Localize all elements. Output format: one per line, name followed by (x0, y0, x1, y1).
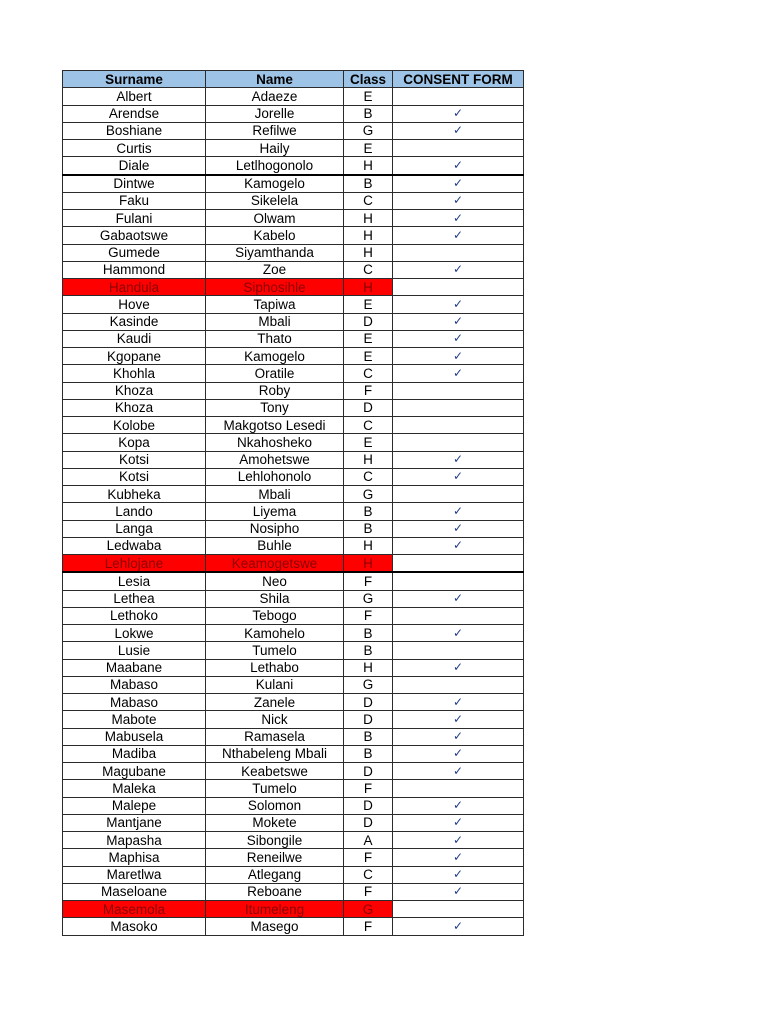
name-cell: Tumelo (206, 642, 344, 659)
class-cell: G (344, 122, 393, 139)
name-cell: Adaeze (206, 88, 344, 105)
class-cell: C (344, 192, 393, 209)
class-cell: C (344, 468, 393, 485)
table-row (63, 313, 524, 330)
table-row (63, 365, 524, 382)
table-row (63, 694, 524, 711)
class-cell: F (344, 849, 393, 866)
name-cell: Zanele (206, 694, 344, 711)
table-row (63, 122, 524, 139)
surname-cell: Maleka (63, 780, 206, 797)
class-cell: D (344, 313, 393, 330)
consent-check-icon: ✓ (393, 261, 524, 278)
name-cell: Zoe (206, 261, 344, 278)
surname-cell: Kotsi (63, 468, 206, 485)
table-row (63, 486, 524, 503)
class-cell: F (344, 780, 393, 797)
table-row (63, 296, 524, 313)
name-cell: Reneilwe (206, 849, 344, 866)
consent-check-icon: ✓ (393, 192, 524, 209)
name-cell: Reboane (206, 883, 344, 900)
class-cell: H (344, 210, 393, 227)
table-row (63, 451, 524, 468)
class-cell: H (344, 157, 393, 175)
class-cell: E (344, 140, 393, 157)
class-cell: B (344, 728, 393, 745)
name-cell: Lehlohonolo (206, 468, 344, 485)
surname-cell: Fulani (63, 210, 206, 227)
name-cell: Tebogo (206, 607, 344, 624)
surname-cell: Kolobe (63, 417, 206, 434)
table-row (63, 918, 524, 935)
class-cell: E (344, 348, 393, 365)
class-cell: H (344, 451, 393, 468)
name-cell: Kabelo (206, 227, 344, 244)
consent-empty-cell (393, 140, 524, 157)
table-row (63, 659, 524, 676)
consent-empty-cell (393, 244, 524, 261)
class-cell: E (344, 88, 393, 105)
consent-check-icon: ✓ (393, 468, 524, 485)
column-header-class: Class (344, 71, 393, 88)
class-cell: B (344, 175, 393, 193)
name-cell: Tony (206, 399, 344, 416)
column-header-name: Name (206, 71, 344, 88)
class-cell: B (344, 105, 393, 122)
name-cell: Thato (206, 330, 344, 347)
table-row-flagged (63, 279, 524, 296)
consent-check-icon: ✓ (393, 503, 524, 520)
table-row (63, 210, 524, 227)
table-row (63, 382, 524, 399)
consent-empty-cell (393, 642, 524, 659)
surname-cell: Kasinde (63, 313, 206, 330)
class-cell: G (344, 486, 393, 503)
surname-cell: Lethea (63, 590, 206, 607)
surname-cell: Maretlwa (63, 866, 206, 883)
name-cell: Makgotso Lesedi (206, 417, 344, 434)
surname-cell: Faku (63, 192, 206, 209)
table-row (63, 520, 524, 537)
consent-check-icon: ✓ (393, 694, 524, 711)
table-row (63, 261, 524, 278)
consent-form-table (62, 70, 524, 936)
consent-check-icon: ✓ (393, 296, 524, 313)
surname-cell: Lokwe (63, 625, 206, 642)
name-cell: Mbali (206, 313, 344, 330)
surname-cell: Lehlojane (63, 555, 206, 573)
consent-check-icon: ✓ (393, 590, 524, 607)
table-row (63, 676, 524, 693)
name-cell: Sikelela (206, 192, 344, 209)
consent-empty-cell (393, 901, 524, 918)
surname-cell: Ledwaba (63, 537, 206, 554)
class-cell: C (344, 365, 393, 382)
surname-cell: Mantjane (63, 814, 206, 831)
table-row (63, 590, 524, 607)
class-cell: G (344, 676, 393, 693)
name-cell: Letlhogonolo (206, 157, 344, 175)
surname-cell: Hove (63, 296, 206, 313)
table-row (63, 88, 524, 105)
surname-cell: Mapasha (63, 832, 206, 849)
surname-cell: Mabote (63, 711, 206, 728)
table-row (63, 244, 524, 261)
table-row (63, 330, 524, 347)
consent-check-icon: ✓ (393, 797, 524, 814)
table-row-flagged (63, 901, 524, 918)
name-cell: Roby (206, 382, 344, 399)
class-cell: G (344, 590, 393, 607)
consent-check-icon: ✓ (393, 745, 524, 762)
class-cell: D (344, 797, 393, 814)
consent-check-icon: ✓ (393, 520, 524, 537)
name-cell: Nthabeleng Mbali (206, 745, 344, 762)
class-cell: B (344, 642, 393, 659)
consent-check-icon: ✓ (393, 313, 524, 330)
class-cell: H (344, 279, 393, 296)
name-cell: Kulani (206, 676, 344, 693)
class-cell: B (344, 520, 393, 537)
name-cell: Shila (206, 590, 344, 607)
consent-empty-cell (393, 382, 524, 399)
class-cell: B (344, 745, 393, 762)
table-row (63, 763, 524, 780)
class-cell: D (344, 763, 393, 780)
consent-check-icon: ✓ (393, 883, 524, 900)
table-row-flagged (63, 555, 524, 573)
table-row (63, 399, 524, 416)
surname-cell: Malepe (63, 797, 206, 814)
surname-cell: Kotsi (63, 451, 206, 468)
name-cell: Kamogelo (206, 348, 344, 365)
surname-cell: Albert (63, 88, 206, 105)
class-cell: H (344, 555, 393, 573)
name-cell: Mokete (206, 814, 344, 831)
surname-cell: Hammond (63, 261, 206, 278)
consent-check-icon: ✓ (393, 625, 524, 642)
class-cell: C (344, 261, 393, 278)
table-row (63, 140, 524, 157)
surname-cell: Khohla (63, 365, 206, 382)
consent-check-icon: ✓ (393, 711, 524, 728)
surname-cell: Magubane (63, 763, 206, 780)
surname-cell: Kgopane (63, 348, 206, 365)
name-cell: Neo (206, 572, 344, 590)
class-cell: H (344, 244, 393, 261)
class-cell: D (344, 711, 393, 728)
table-row (63, 883, 524, 900)
consent-check-icon: ✓ (393, 814, 524, 831)
class-cell: D (344, 694, 393, 711)
surname-cell: Madiba (63, 745, 206, 762)
class-cell: H (344, 227, 393, 244)
surname-cell: Gumede (63, 244, 206, 261)
surname-cell: Maseloane (63, 883, 206, 900)
name-cell: Buhle (206, 537, 344, 554)
name-cell: Tapiwa (206, 296, 344, 313)
consent-empty-cell (393, 572, 524, 590)
consent-check-icon: ✓ (393, 330, 524, 347)
class-cell: D (344, 399, 393, 416)
name-cell: Kamogelo (206, 175, 344, 193)
surname-cell: Kubheka (63, 486, 206, 503)
consent-check-icon: ✓ (393, 210, 524, 227)
name-cell: Nkahosheko (206, 434, 344, 451)
surname-cell: Lethoko (63, 607, 206, 624)
class-cell: H (344, 537, 393, 554)
class-cell: E (344, 434, 393, 451)
surname-cell: Arendse (63, 105, 206, 122)
class-cell: C (344, 866, 393, 883)
surname-cell: Mabusela (63, 728, 206, 745)
consent-check-icon: ✓ (393, 832, 524, 849)
class-cell: F (344, 572, 393, 590)
consent-check-icon: ✓ (393, 659, 524, 676)
class-cell: F (344, 382, 393, 399)
consent-check-icon: ✓ (393, 451, 524, 468)
table-row (63, 503, 524, 520)
class-cell: E (344, 296, 393, 313)
table-row (63, 227, 524, 244)
name-cell: Haily (206, 140, 344, 157)
consent-empty-cell (393, 88, 524, 105)
table-row (63, 849, 524, 866)
name-cell: Masego (206, 918, 344, 935)
consent-empty-cell (393, 607, 524, 624)
column-header-consent-form: CONSENT FORM (393, 71, 524, 88)
table-row (63, 832, 524, 849)
consent-empty-cell (393, 279, 524, 296)
name-cell: Refilwe (206, 122, 344, 139)
surname-cell: Curtis (63, 140, 206, 157)
consent-check-icon: ✓ (393, 365, 524, 382)
consent-check-icon: ✓ (393, 157, 524, 175)
surname-cell: Masoko (63, 918, 206, 935)
surname-cell: Kopa (63, 434, 206, 451)
name-cell: Oratile (206, 365, 344, 382)
consent-check-icon: ✓ (393, 849, 524, 866)
surname-cell: Handula (63, 279, 206, 296)
name-cell: Lethabo (206, 659, 344, 676)
name-cell: Amohetswe (206, 451, 344, 468)
surname-cell: Gabaotswe (63, 227, 206, 244)
surname-cell: Khoza (63, 382, 206, 399)
table-row (63, 745, 524, 762)
class-cell: B (344, 503, 393, 520)
class-cell: C (344, 417, 393, 434)
name-cell: Nosipho (206, 520, 344, 537)
table-row (63, 572, 524, 590)
table-row (63, 625, 524, 642)
name-cell: Mbali (206, 486, 344, 503)
name-cell: Siphosihle (206, 279, 344, 296)
consent-check-icon: ✓ (393, 537, 524, 554)
table-row (63, 175, 524, 193)
consent-check-icon: ✓ (393, 728, 524, 745)
class-cell: E (344, 330, 393, 347)
consent-check-icon: ✓ (393, 105, 524, 122)
name-cell: Tumelo (206, 780, 344, 797)
name-cell: Keamogetswe (206, 555, 344, 573)
surname-cell: Dintwe (63, 175, 206, 193)
table-row (63, 607, 524, 624)
table-row (63, 157, 524, 175)
class-cell: H (344, 659, 393, 676)
consent-check-icon: ✓ (393, 227, 524, 244)
table-row (63, 105, 524, 122)
consent-empty-cell (393, 417, 524, 434)
surname-cell: Lusie (63, 642, 206, 659)
surname-cell: Khoza (63, 399, 206, 416)
table-row (63, 348, 524, 365)
surname-cell: Mabaso (63, 676, 206, 693)
class-cell: F (344, 883, 393, 900)
name-cell: Itumeleng (206, 901, 344, 918)
class-cell: D (344, 814, 393, 831)
name-cell: Keabetswe (206, 763, 344, 780)
consent-empty-cell (393, 555, 524, 573)
surname-cell: Langa (63, 520, 206, 537)
class-cell: F (344, 607, 393, 624)
table-row (63, 434, 524, 451)
name-cell: Ramasela (206, 728, 344, 745)
surname-cell: Mabaso (63, 694, 206, 711)
surname-cell: Maabane (63, 659, 206, 676)
name-cell: Kamohelo (206, 625, 344, 642)
class-cell: B (344, 625, 393, 642)
consent-empty-cell (393, 780, 524, 797)
consent-check-icon: ✓ (393, 918, 524, 935)
table-row (63, 642, 524, 659)
consent-check-icon: ✓ (393, 122, 524, 139)
class-cell: G (344, 901, 393, 918)
class-cell: A (344, 832, 393, 849)
name-cell: Liyema (206, 503, 344, 520)
table-row (63, 192, 524, 209)
column-header-surname: Surname (63, 71, 206, 88)
table-header-row (63, 71, 524, 88)
table-row (63, 537, 524, 554)
table-row (63, 797, 524, 814)
name-cell: Olwam (206, 210, 344, 227)
surname-cell: Diale (63, 157, 206, 175)
consent-empty-cell (393, 486, 524, 503)
table-row (63, 417, 524, 434)
consent-empty-cell (393, 399, 524, 416)
name-cell: Sibongile (206, 832, 344, 849)
surname-cell: Lando (63, 503, 206, 520)
consent-check-icon: ✓ (393, 348, 524, 365)
consent-check-icon: ✓ (393, 763, 524, 780)
surname-cell: Masemola (63, 901, 206, 918)
table-row (63, 866, 524, 883)
surname-cell: Boshiane (63, 122, 206, 139)
name-cell: Solomon (206, 797, 344, 814)
surname-cell: Kaudi (63, 330, 206, 347)
consent-check-icon: ✓ (393, 175, 524, 193)
consent-check-icon: ✓ (393, 866, 524, 883)
table-row (63, 711, 524, 728)
name-cell: Jorelle (206, 105, 344, 122)
surname-cell: Lesia (63, 572, 206, 590)
class-cell: F (344, 918, 393, 935)
table-row (63, 468, 524, 485)
surname-cell: Maphisa (63, 849, 206, 866)
table-row (63, 728, 524, 745)
table-body (63, 88, 524, 935)
name-cell: Nick (206, 711, 344, 728)
consent-empty-cell (393, 434, 524, 451)
table-row (63, 814, 524, 831)
name-cell: Atlegang (206, 866, 344, 883)
table-row (63, 780, 524, 797)
name-cell: Siyamthanda (206, 244, 344, 261)
consent-empty-cell (393, 676, 524, 693)
